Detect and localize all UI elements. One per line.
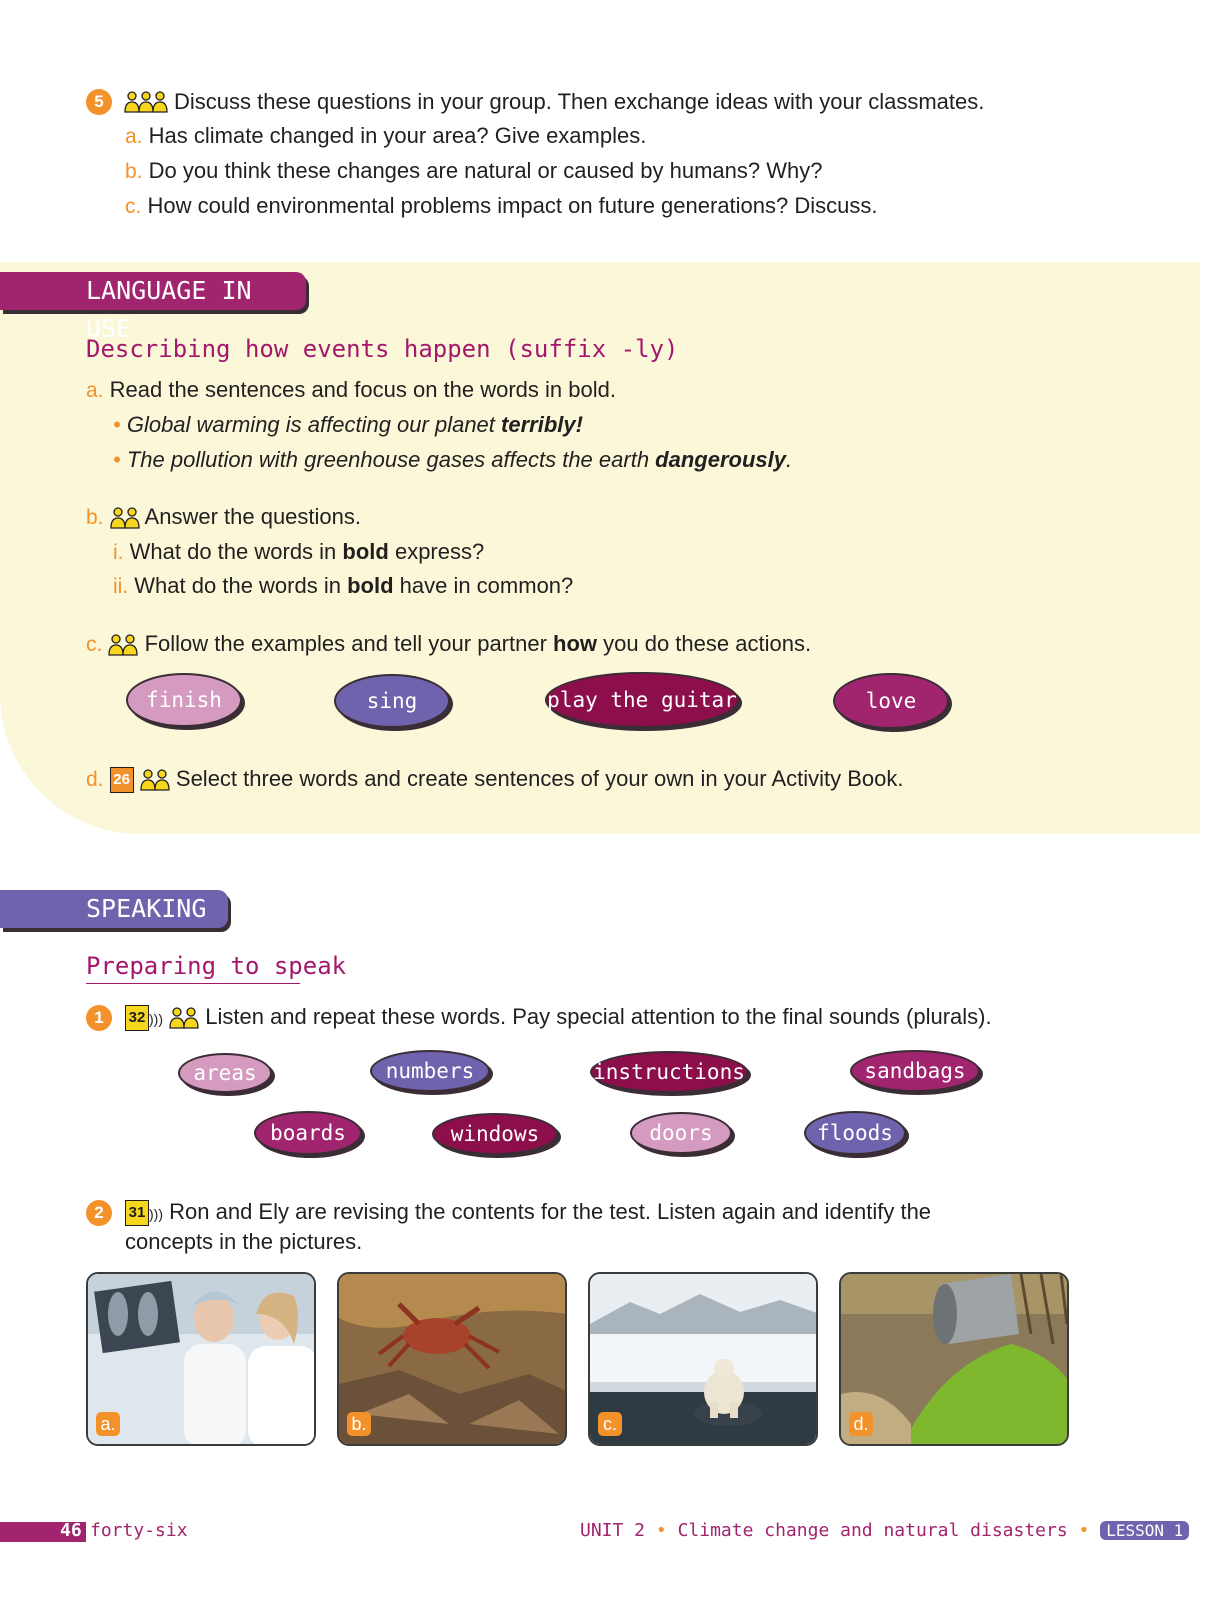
word-numbers: numbers [370,1050,490,1092]
word-sandbags: sandbags [850,1050,980,1092]
bullet: • [113,447,121,472]
bold-word: how [553,631,598,656]
item-text-end: you do these actions. [597,631,812,656]
item-letter: b. [125,160,143,183]
item-letter: b. [86,506,104,529]
audio-track-icon[interactable]: 31 [125,1200,149,1226]
pair-work-icon [140,768,170,792]
language-item-c [86,630,811,659]
bold-word: terribly! [501,412,583,437]
example-sentence-2 [113,446,792,474]
item-letter: c. [86,633,103,656]
footer-unit: UNIT 2 [580,1520,646,1541]
photo-polar-bear [588,1272,818,1446]
action-word-love: love [833,673,949,729]
word-areas: areas [178,1053,272,1093]
item-text: Read the sentences and focus on the words in bold. [109,377,616,402]
question-ii [113,572,573,601]
language-subtitle: Describing how events happen (suffix -ly) [86,335,679,363]
sentence-text: The pollution with greenhouse gases affects the earth [126,447,656,472]
exercise-1-instruction [125,1003,992,1033]
photo-label-b: b. [347,1412,371,1436]
language-item-b [86,503,361,532]
exercise-2-instruction-line2: concepts in the pictures. [125,1229,363,1254]
footer-dot: • [1078,1520,1090,1541]
question-text-end: express? [388,539,485,564]
photo-label-d: d. [849,1412,873,1436]
sentence-end: . [785,447,793,472]
exercise-5-instruction: Discuss these questions in your group. Then exchange ideas with your classmates. [174,89,985,114]
subtitle-underline [86,983,300,984]
footer-page-word: forty-six [90,1520,188,1541]
doctors-xray-image [88,1274,316,1446]
photo-polluted-water [839,1272,1069,1446]
item-letter: d. [86,768,104,791]
item-letter: c. [125,195,142,218]
item-text: Has climate changed in your area? Give examples. [148,123,647,148]
footer-lesson-badge: LESSON 1 [1100,1521,1189,1540]
exercise-5-item-a [125,122,646,151]
question-text: What do the words in [134,573,348,598]
language-in-use-banner [0,272,306,343]
exercise-5-number: 5 [86,89,112,115]
exercise-5-item-b [125,157,822,186]
bold-word: dangerously [655,447,786,472]
item-text: Do you think these changes are natural or caused by humans? Why? [148,158,823,183]
word-floods: floods [804,1111,906,1155]
photo-label-c: c. [598,1412,622,1436]
item-letter: a. [86,379,104,402]
speaking-banner [0,890,228,928]
instruction-text: Ron and Ely are revising the contents for the test. Listen again and identify the [169,1199,932,1224]
photo-doctors-xray [86,1272,316,1446]
action-word-play-the-guitar: play the guitar [545,672,739,728]
word-instructions: instructions [590,1051,748,1093]
footer-unit-title: Climate change and natural disasters [677,1520,1068,1541]
pair-work-icon [169,1006,199,1030]
bullet: • [113,412,121,437]
roman-numeral: ii. [113,575,129,598]
sound-waves-icon: ))) [149,1011,163,1027]
question-text: What do the words in [129,539,343,564]
audio-track-icon[interactable]: 32 [125,1005,149,1031]
sentence-text: Global warming is affecting our planet [126,412,502,437]
pair-work-icon [108,633,138,657]
exercise-1-number: 1 [86,1005,112,1031]
exercise-2-instruction-line1 [125,1198,931,1228]
pair-work-icon [110,506,140,530]
photo-crab-dry-ground [337,1272,567,1446]
word-boards: boards [254,1111,362,1155]
banner-title: SPEAKING [86,894,207,923]
footer-page-number: 46 [60,1520,82,1541]
footer-unit-info [580,1520,1189,1541]
banner-title: LANGUAGE IN USE [86,276,252,343]
action-word-finish: finish [126,673,242,727]
item-text: Follow the examples and tell your partner [144,631,554,656]
polar-bear-image [590,1274,818,1446]
photo-label-a: a. [96,1412,120,1436]
item-letter: a. [125,125,143,148]
crab-image [339,1274,567,1446]
item-text: Answer the questions. [144,504,362,529]
question-text-end: have in common? [393,573,574,598]
example-sentence-1 [113,411,583,439]
activity-book-page-icon: 26 [110,767,134,793]
group-work-icon [124,90,168,114]
exercise-5-item-c [125,192,878,221]
speaking-subtitle: Preparing to speak [86,952,347,980]
pollution-pipe-image [841,1274,1069,1446]
instruction-text: Listen and repeat these words. Pay special attention to the final sounds (plurals). [205,1004,992,1029]
word-doors: doors [630,1112,732,1154]
item-text: Select three words and create sentences of your own in your Activity Book. [175,766,904,791]
bold-word: bold [342,539,389,564]
bold-word: bold [347,573,394,598]
language-item-d [86,765,904,794]
footer-dot: • [655,1520,667,1541]
word-windows: windows [432,1113,558,1155]
language-item-a [86,376,616,405]
action-word-sing: sing [334,674,450,728]
roman-numeral: i. [113,541,124,564]
exercise-2-number: 2 [86,1200,112,1226]
item-text: How could environmental problems impact on future generations? Discuss. [147,193,878,218]
sound-waves-icon: ))) [149,1206,163,1222]
question-i [113,538,484,567]
